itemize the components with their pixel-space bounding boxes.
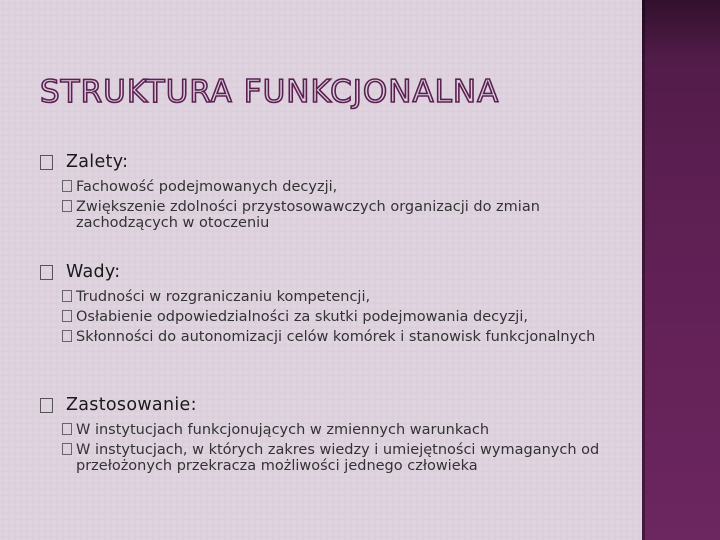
list-item-text: Osłabienie odpowiedzialności za skutki podejmowania decyzji, [76,309,528,325]
list-item-text: Zwiększenie zdolności przystosowawczych organizacji do zmian zachodzących w otoczeniu [76,199,540,231]
section-heading: Zastosowanie: [66,395,197,415]
bullet-icon [62,290,72,302]
list-item-text: Skłonności do autonomizacji celów komórek i stanowisk funkcjonalnych [76,329,596,345]
bullet-icon [40,155,53,170]
list-item-text: Trudności w rozgraniczaniu kompetencji, [76,289,371,305]
list-item [62,309,640,325]
bullet-icon [62,180,72,192]
section-zastosowanie [40,395,640,474]
list-item-text: W instytucjach, w których zakres wiedzy i umiejętności wymaganych od przełożonych przekracza możliwości jednego człowieka [76,442,600,474]
list-item [62,199,640,231]
side-decoration-band [642,0,720,540]
list-item [62,329,640,345]
list-item [62,179,640,195]
bullet-icon [62,443,72,455]
list-item-text: Fachowość podejmowanych decyzji, [76,179,338,195]
section-heading: Zalety: [66,152,129,172]
bullet-icon [40,398,53,413]
bullet-icon [62,423,72,435]
bullet-icon [62,330,72,342]
section-zalety [40,152,640,231]
list-item [62,442,640,474]
list-item-text: W instytucjach funkcjonujących w zmiennych warunkach [76,422,490,438]
list-item [62,289,640,305]
section-heading: Wady: [66,262,121,282]
section-wady [40,262,640,345]
bullet-icon [40,265,53,280]
bullet-icon [62,200,72,212]
slide-title: STRUKTURA FUNKCJONALNA [40,74,500,110]
list-item [62,422,640,438]
bullet-icon [62,310,72,322]
